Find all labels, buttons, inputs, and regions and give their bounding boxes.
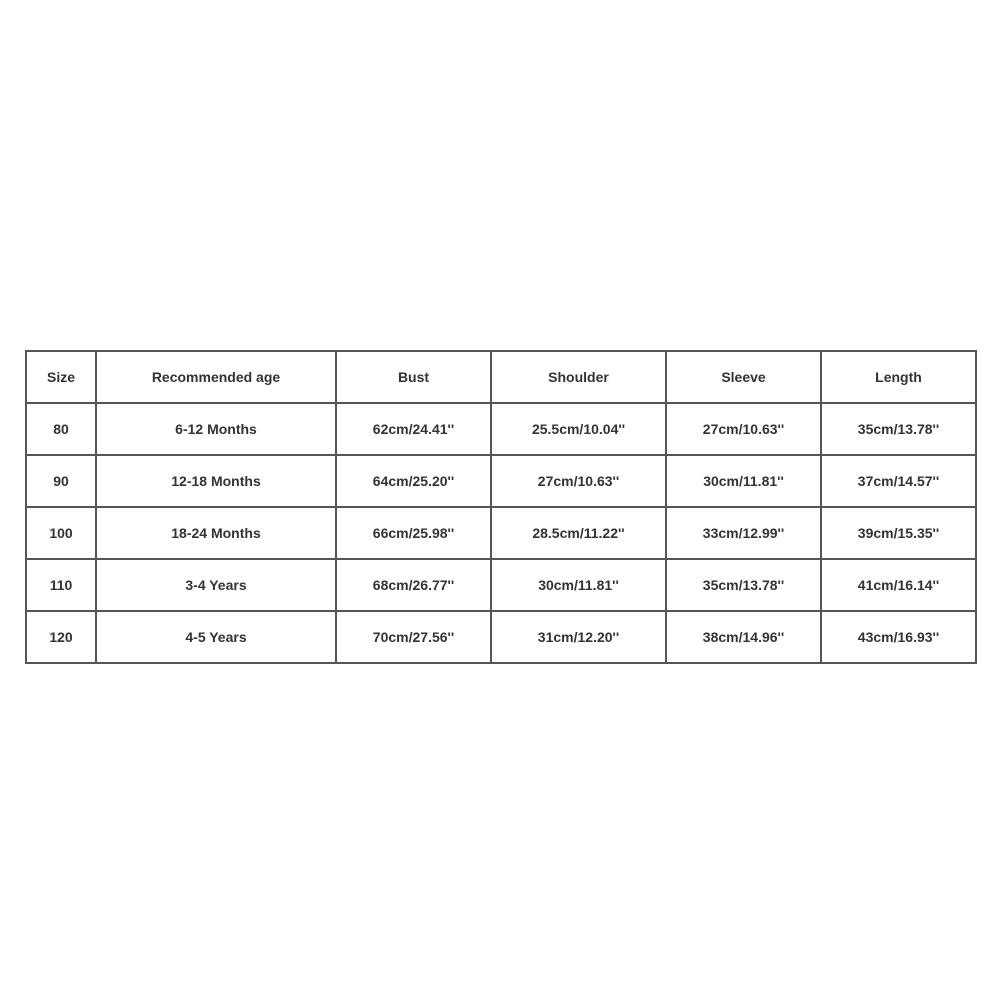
cell-bust: 62cm/24.41'' bbox=[336, 403, 491, 455]
cell-length: 35cm/13.78'' bbox=[821, 403, 976, 455]
cell-recommended-age: 12-18 Months bbox=[96, 455, 336, 507]
cell-shoulder: 27cm/10.63'' bbox=[491, 455, 666, 507]
cell-sleeve: 35cm/13.78'' bbox=[666, 559, 821, 611]
header-sleeve: Sleeve bbox=[666, 351, 821, 403]
cell-length: 43cm/16.93'' bbox=[821, 611, 976, 663]
header-size: Size bbox=[26, 351, 96, 403]
cell-size: 100 bbox=[26, 507, 96, 559]
table-row bbox=[26, 403, 976, 455]
size-chart-table bbox=[25, 350, 977, 664]
cell-length: 39cm/15.35'' bbox=[821, 507, 976, 559]
cell-bust: 66cm/25.98'' bbox=[336, 507, 491, 559]
header-recommended-age: Recommended age bbox=[96, 351, 336, 403]
cell-length: 41cm/16.14'' bbox=[821, 559, 976, 611]
cell-sleeve: 30cm/11.81'' bbox=[666, 455, 821, 507]
cell-bust: 70cm/27.56'' bbox=[336, 611, 491, 663]
cell-shoulder: 30cm/11.81'' bbox=[491, 559, 666, 611]
table-row bbox=[26, 455, 976, 507]
cell-size: 90 bbox=[26, 455, 96, 507]
cell-shoulder: 31cm/12.20'' bbox=[491, 611, 666, 663]
cell-shoulder: 28.5cm/11.22'' bbox=[491, 507, 666, 559]
cell-bust: 68cm/26.77'' bbox=[336, 559, 491, 611]
cell-sleeve: 33cm/12.99'' bbox=[666, 507, 821, 559]
cell-recommended-age: 18-24 Months bbox=[96, 507, 336, 559]
cell-size: 110 bbox=[26, 559, 96, 611]
cell-size: 80 bbox=[26, 403, 96, 455]
cell-bust: 64cm/25.20'' bbox=[336, 455, 491, 507]
header-bust: Bust bbox=[336, 351, 491, 403]
cell-sleeve: 27cm/10.63'' bbox=[666, 403, 821, 455]
cell-recommended-age: 6-12 Months bbox=[96, 403, 336, 455]
cell-shoulder: 25.5cm/10.04'' bbox=[491, 403, 666, 455]
table-row bbox=[26, 507, 976, 559]
cell-length: 37cm/14.57'' bbox=[821, 455, 976, 507]
cell-size: 120 bbox=[26, 611, 96, 663]
cell-sleeve: 38cm/14.96'' bbox=[666, 611, 821, 663]
header-shoulder: Shoulder bbox=[491, 351, 666, 403]
header-length: Length bbox=[821, 351, 976, 403]
cell-recommended-age: 3-4 Years bbox=[96, 559, 336, 611]
table-row bbox=[26, 611, 976, 663]
table-row bbox=[26, 559, 976, 611]
table-header-row bbox=[26, 351, 976, 403]
cell-recommended-age: 4-5 Years bbox=[96, 611, 336, 663]
